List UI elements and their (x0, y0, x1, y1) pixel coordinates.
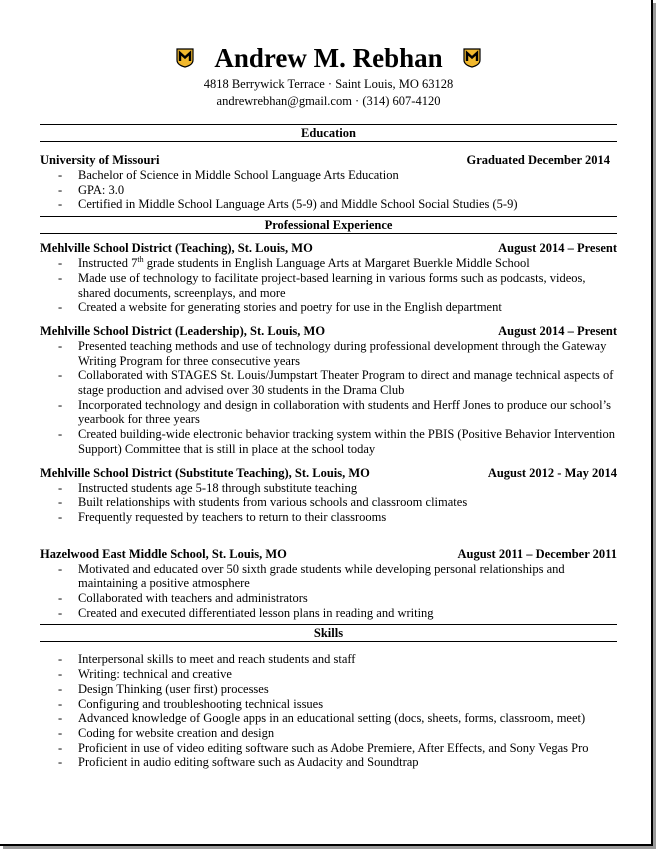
job-date: August 2014 – Present (498, 323, 617, 338)
education-section-title: Education (40, 124, 617, 142)
address-line: 4818 Berrywick Terrace · Saint Louis, MO 63128 (203, 77, 454, 91)
list-item: - Presented teaching methods and use of technology during professional development through the Gateway Writing Program for three consecutive years (40, 339, 617, 368)
job-date: August 2012 - May 2014 (487, 465, 617, 480)
list-item: - Coding for website creation and design (40, 726, 617, 741)
list-item: - Made use of technology to facilitate project-based learning in various forms such as podcasts, videos, shared documents, screenplays, and more (40, 271, 617, 300)
list-item: - Proficient in use of video editing software such as Adobe Premiere, After Effects, and Sony Vegas Pro (40, 741, 617, 756)
job-date: August 2011 – December 2011 (457, 546, 617, 561)
list-item: - Collaborated with teachers and administrators (40, 591, 617, 606)
list-item-text: Instructed 7 (78, 256, 138, 271)
list-item: - Bachelor of Science in Middle School Language Arts Education (40, 168, 617, 183)
list-item: - GPA: 3.0 (40, 183, 617, 198)
list-item: - Created building-wide electronic behavior tracking system within the PBIS (Positive Behavior Intervention Support) Committee that is still in place at the school today (40, 427, 617, 456)
list-item: - Configuring and troubleshooting technical issues (40, 697, 617, 712)
job-title: Mehlville School District (Leadership), St. Louis, MO (40, 323, 326, 338)
university-logo-icon (463, 48, 481, 68)
job-entry-head (40, 324, 617, 339)
job-bullets (40, 256, 617, 315)
list-item: - Motivated and educated over 50 sixth grade students while developing personal relationships and maintaining a positive atmosphere (40, 562, 617, 591)
job-title: Hazelwood East Middle School, St. Louis, MO (40, 546, 287, 561)
experience-section-title: Professional Experience (40, 216, 617, 234)
list-item: - Certified in Middle School Language Arts (5-9) and Middle School Social Studies (5-9) (40, 197, 617, 212)
education-bullets (40, 168, 617, 212)
job-entry (40, 547, 617, 621)
list-item: - Frequently requested by teachers to return to their classrooms (40, 510, 617, 525)
list-item: - Instructed students age 5-18 through substitute teaching (40, 481, 617, 496)
school-name: University of Missouri (40, 153, 160, 167)
list-item: - Built relationships with students from various schools and classroom climates (40, 495, 617, 510)
job-entry (40, 241, 617, 315)
job-entry (40, 466, 617, 525)
job-bullets (40, 562, 617, 621)
resume-header (40, 40, 617, 110)
job-entry-head (40, 547, 617, 562)
list-item: - Design Thinking (user first) processes (40, 682, 617, 697)
ordinal-suffix: th (137, 254, 144, 264)
list-item: - Proficient in audio editing software such as Audacity and Soundtrap (40, 755, 617, 770)
job-entry (40, 324, 617, 457)
graduation-date: Graduated December 2014 (466, 153, 610, 167)
email-phone-line[interactable]: andrewrebhan@gmail.com · (314) 607-4120 (216, 94, 441, 108)
skills-section-title: Skills (40, 624, 617, 642)
university-logo-icon (176, 48, 194, 68)
list-item-text: grade students in English Language Arts at Margaret Buerkle Middle School (143, 256, 530, 271)
skills-bullets (40, 652, 617, 770)
job-entry-head (40, 241, 617, 256)
job-bullets (40, 481, 617, 525)
list-item: - Collaborated with STAGES St. Louis/Jumpstart Theater Program to direct and manage technical aspects of stage production and advised over 30 students in the Drama Club (40, 368, 617, 397)
job-date: August 2014 – Present (498, 241, 617, 256)
list-item: - Writing: technical and creative (40, 667, 617, 682)
list-item: - Interpersonal skills to meet and reach students and staff (40, 652, 617, 667)
job-bullets (40, 339, 617, 457)
job-entry-head (40, 466, 617, 481)
list-item: - Incorporated technology and design in collaboration with students and Herff Jones to produce our school’s yearbook for three years (40, 398, 617, 427)
job-title: Mehlville School District (Teaching), St. Louis, MO (40, 241, 313, 256)
candidate-name: Andrew M. Rebhan (214, 43, 443, 73)
list-item: - Created a website for generating stories and poetry for use in the English department (40, 300, 617, 315)
job-title: Mehlville School District (Substitute Teaching), St. Louis, MO (40, 465, 370, 480)
resume-content (40, 40, 617, 770)
education-entry (40, 153, 617, 212)
list-item (40, 256, 617, 271)
education-entry-head (40, 153, 617, 168)
list-item: - Created and executed differentiated lesson plans in reading and writing (40, 606, 617, 621)
name-row (40, 40, 617, 76)
list-item: - Advanced knowledge of Google apps in an educational setting (docs, sheets, forms, classroom, meet) (40, 711, 617, 726)
